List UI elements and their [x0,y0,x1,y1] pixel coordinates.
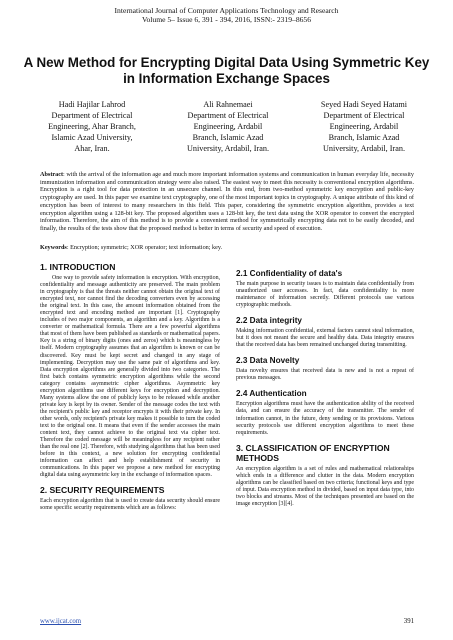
keywords [40,244,414,252]
classification-paragraph: An encryption algorithm is a set of rules and mathematical relationships which ends in a difference and clutter in the data. Modern encryption algorithms can be classified based on two criteria; functional keys and type of input. Data encryption method in divided, based on input data type, into two blocks and streams. Most of the techniques presented are based on the image encryption [3][4]. [236,465,414,507]
author-dept: Engineering, Ahar Branch, [48,122,136,131]
subsection-heading-novelty: 2.3 Data Novelty [236,356,300,366]
security-requirements-paragraph: Each encryption algorithm that is used to create data security should ensure some specific security requirements which are as follows: [40,498,220,512]
section-heading-security-requirements: 2. SECURITY REQUIREMENTS [40,485,165,496]
author-name: Seyed Hadi Seyed Hatami [320,100,408,109]
author-3 [300,99,428,154]
integrity-paragraph: Making information confidential, external factors cannot steal information, but it does not meant the secure and healthy data. Data integrity ensures that the received data has been remained unchanged during transmitting. [236,328,414,349]
author-dept: Engineering, Ardabil [193,122,263,131]
author-dept: Department of Electrical [51,111,133,120]
author-2 [164,99,292,154]
introduction-paragraph: One way to provide safety information is encryption. With encryption, confidentiality and message authenticity are preserved. The main problem in cryptography is that the threats neither cannot obtain the original text of encrypted text, nor cannot find the decoding converters even by accessing the original text. In this case, the amount information obtained from the encrypted text and encoding method are important [1]. Cryptography includes of two major components, an algorithm and a key. Algorithm is a converter or mathematical formula. There are a few powerful algorithms that most of them have been published as standards or mathematical papers. Key is a string of binary digits (ones and zeros) which is meaningless by itself. Modern cryptography assumes that an algorithm is known or can be discovered. Key must be kept secret and changed in any stage of implementing. Decryption may use the same pair of algorithms and key. Data encryption algorithms are generally divided into two categories. The first batch contains symmetric encryption algorithms while the second category contains asymmetric cipher algorithms. Asymmetric key encryption algorithms use different keys for encryption and decryption. Many systems allow the one of publicly keys to be released while another private key is kept by its owner. Sender of the message codes the text with the recipient's public key and receptor encrypts it with their private key. In other words, only recipient's private key makes it possible to turn the coded text to the original one. It means that even if the sender accesses the main content text, they cannot achieve to the original text via cipher text. Therefore the coded message will be meaningless for any recipient rather than the real one [2]. Therefore, with studying algorithms that has been used before in this context, a new solution for encrypting confidential information can affect and help establishment of security in communications. In this paper we propose a new method for encrypting digital data using asymmetric key in the exchange of information spaces. [40,275,220,479]
paper-title: A New Method for Encrypting Digital Data Using Symmetric Key in Information Exchange Spaces [23,55,430,86]
author-institution: Branch, Islamic Azad [192,133,264,142]
subsection-heading-confidentiality: 2.1 Confidentiality of data's [236,269,343,278]
journal-name: International Journal of Computer Applications Technology and Research [114,6,339,15]
page-footer [40,618,414,625]
confidentiality-paragraph: The main purpose in security issues is to maintain data confidentially from unauthorized user accesses. In fact, data confidentiality is more maintenance of information secretly. Different protocols use various cryptographic methods. [236,281,414,309]
authentication-paragraph: Encryption algorithms must have the authentication ability of the received data, and can ensure the accuracy of the transmitter. The sender of information cannot, in the future, deny sending or its provisions. Various security protocols use different encryption algorithms to meet these requirements. [236,401,414,436]
novelty-paragraph: Data novelty ensures that received data is new and is not a repeat of previous messages. [236,368,414,382]
abstract [40,171,414,233]
author-city: Ahar, Iran. [74,144,110,153]
abstract-label: Abstract [40,171,64,178]
right-column [236,269,414,508]
author-name: Ali Rahnemaei [203,100,253,109]
journal-volume: Volume 5– Issue 6, 391 - 394, 2016, ISSN:- 2319–8656 [141,15,312,24]
authors-block [28,99,428,154]
keywords-text: : Encryption; symmetric; XOR operator; text information; key. [66,244,223,251]
page-number: 391 [403,618,414,625]
author-name: Hadi Hajilar Lahrod [58,100,126,109]
abstract-text: : with the arrival of the information age and much more important information systems and communication in human everyday life, necessity immunization information and communication strategy were also raised. The easiest way to meet this necessity is conventional encryption algorithms. Encryption is a right tool for data protection in an unsecure channel. In this end, from two-method symmetric key encryption and public-key cryptography are used. In this paper we examine text cryptography, one of the most important topics in cryptography. A unique attribute of this kind of encryption has been of interest to many researchers in this field. This paper, considering the symmetric encryption algorithm, provides a text encryption algorithm using a 128-bit key. The proposed algorithm uses a 128-bit key, the text data using the XOR operator to convert the encrypted information. Therefore, the aim of this method is to provide a convenient method for symmetrically encrypting data not to be easily decoded, and finally, the results of the tests show that the proposed method is better in terms of security and speed of execution. [40,171,414,232]
section-heading-classification: 3. CLASSIFICATION OF ENCRYPTION METHODS [236,442,390,463]
author-institution: Branch, Islamic Azad [328,133,400,142]
author-dept: Department of Electrical [187,111,269,120]
author-dept: Department of Electrical [323,111,405,120]
subsection-heading-authentication: 2.4 Authentication [236,389,307,399]
journal-header [0,6,453,24]
author-city: University, Ardabil, Iran. [322,144,405,153]
journal-link[interactable]: www.ijcat.com [40,618,82,625]
left-column [40,262,220,512]
author-dept: Engineering, Ardabil [329,122,399,131]
author-city: University, Ardabil, Iran. [186,144,269,153]
section-heading-introduction: 1. INTRODUCTION [40,262,116,272]
keywords-label: Keywords [40,244,67,251]
author-institution: Islamic Azad University, [51,133,133,142]
author-1 [28,99,156,154]
subsection-heading-integrity: 2.2 Data integrity [236,316,302,326]
